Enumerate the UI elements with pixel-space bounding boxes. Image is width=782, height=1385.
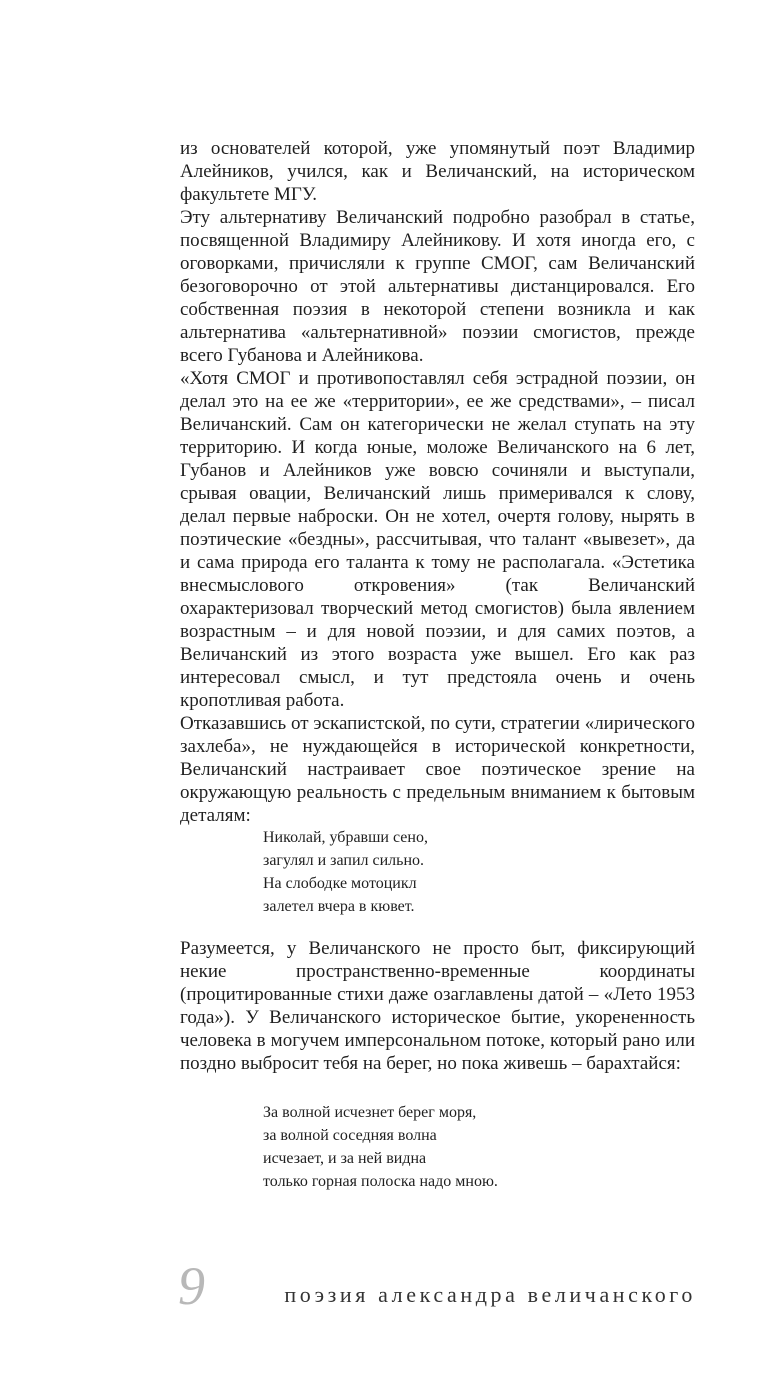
poem-line: только горная полоска надо мною.: [263, 1173, 498, 1190]
running-title: поэзия александра величанского: [284, 1282, 696, 1307]
paragraph-smog-quote: «Хотя СМОГ и противопоставлял себя эстрадной поэзии, он делал это на ее же «территории», ее же средствами», – писал Величанский. Сам он категорически не желал ступать на эту территорию. И когда юные, моложе Величанского на 6 лет, Губанов и Алейников уже вовсю сочиняли и выступали, срывая овации, Величанский лишь примеривался к слову, делал первые наброски. Он не хотел, очертя голову, нырять в поэтические «бездны», рассчитывая, что талант «вывезет», да и сама природа его таланта к тому не располагала. «Эстетика внесмыслового откровения» (так Величанский охарактеризовал творческий метод смогистов) была явлением возрастным – и для новой поэзии, и для самих поэтов, а Величанский из этого возраста уже вышел. Его как раз интересовал смысл, и тут предстояла очень и очень кропотливая работа.: [180, 368, 695, 711]
paragraph-historical-being: Разумеется, у Величанского не просто быт, фиксирующий некие пространственно-временные координаты (процитированные стихи даже озаглавлены датой – «Лето 1953 года»). У Величанского историческое бытие, укорененность человека в могучем имперсональном потоке, который рано или поздно выбросит тебя на берег, но пока живешь – барахтайся:: [180, 938, 695, 1074]
poem-line: исчезает, и за ней видна: [263, 1150, 427, 1167]
poem-line: За волной исчезнет берег моря,: [263, 1104, 477, 1121]
main-text-top: [180, 137, 695, 827]
poem-line: загулял и запил сильно.: [263, 852, 424, 869]
paragraph-alternative: Эту альтернативу Величанский подробно разобрал в статье, посвященной Владимиру Алейникову. И хотя иногда его, с оговорками, причисляли к группе СМОГ, сам Величанский безоговорочно от этой альтернативы дистанцировался. Его собственная поэзия в некоторой степени возникла и как альтернатива «альтернативной» поэзии смогистов, прежде всего Губанова и Алейникова.: [180, 207, 695, 366]
paragraph-escapist: Отказавшись от эскапистской, по сути, стратегии «лирического захлеба», не нуждающейся в исторической конкретности, Величанский настраивает свое поэтическое зрение на окружающую реальность с предельным вниманием к бытовым деталям:: [180, 713, 695, 826]
poem-line: за волной соседняя волна: [263, 1127, 437, 1144]
poem-line: Николай, убравши сено,: [263, 829, 428, 846]
poem-quote-2: [263, 1101, 498, 1193]
poem-quote-1: [263, 826, 428, 918]
poem-line: залетел вчера в кювет.: [263, 898, 415, 915]
poem-line: На слободке мотоцикл: [263, 875, 417, 892]
page-number: 9: [178, 1256, 205, 1316]
paragraph-continuation: из основателей которой, уже упомянутый поэт Владимир Алейников, учился, как и Величанский, на историческом факультете МГУ.: [180, 138, 695, 205]
main-text-middle: [180, 937, 695, 1075]
